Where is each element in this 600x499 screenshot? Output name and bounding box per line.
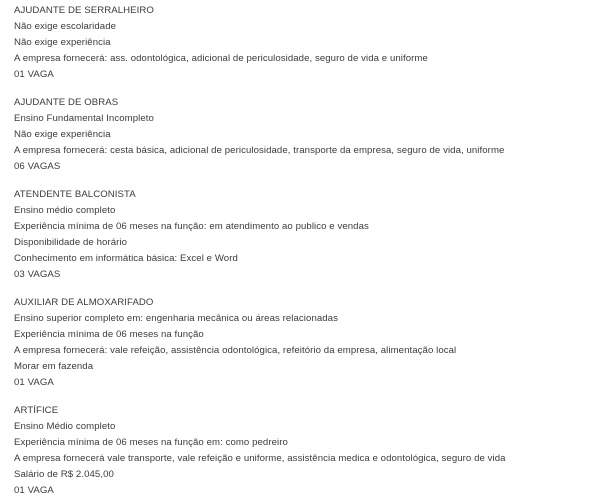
job-listing-auxiliar-de-almoxarifado: [14, 295, 600, 390]
job-listing-atendente-balconista: [14, 187, 600, 282]
job-title: AJUDANTE DE SERRALHEIRO: [14, 5, 154, 16]
job-vacancies: 03 VAGAS: [14, 268, 61, 280]
job-requirement: Não exige experiência: [14, 128, 111, 140]
job-title: AJUDANTE DE OBRAS: [14, 97, 119, 109]
job-title: ARTÍFICE: [14, 405, 59, 417]
job-vacancies: 06 VAGAS: [14, 160, 61, 172]
job-requirement: Ensino Fundamental Incompleto: [14, 113, 154, 125]
job-requirement: Ensino Médio completo: [14, 421, 116, 433]
job-listing-ajudante-de-obras: [14, 95, 600, 175]
job-salary: Salário de R$ 2.045,00: [14, 468, 114, 480]
job-benefits: A empresa fornecerá vale transporte, vale refeição e uniforme, assistência medica e odontológica, seguro de vida: [14, 453, 506, 465]
job-requirement: Experiência mínima de 06 meses na função: em atendimento ao publico e vendas: [14, 221, 369, 233]
job-requirement: Não exige experiência: [14, 36, 111, 48]
job-requirement: Conhecimento em informática básica: Excel e Word: [14, 252, 238, 264]
job-vacancies: 01 VAGA: [14, 376, 54, 388]
job-requirement: Ensino médio completo: [14, 205, 116, 217]
job-benefits: A empresa fornecerá: vale refeição, assistência odontológica, refeitório da empresa, alimentação local: [14, 345, 457, 356]
job-requirement: Disponibilidade de horário: [14, 236, 128, 248]
job-vacancies: 01 VAGA: [14, 484, 54, 496]
job-vacancies: 01 VAGA: [14, 68, 54, 80]
job-listing-artifice: [14, 403, 600, 498]
job-requirement: Não exige escolaridade: [14, 20, 117, 32]
job-requirement: Ensino superior completo em: engenharia mecânica ou áreas relacionadas: [14, 313, 338, 325]
job-title: AUXILIAR DE ALMOXARIFADO: [14, 297, 154, 309]
job-benefits: A empresa fornecerá: ass. odontológica, adicional de periculosidade, seguro de vida e uniforme: [14, 52, 428, 64]
job-requirement: Morar em fazenda: [14, 360, 94, 372]
job-listing-ajudante-de-serralheiro: [14, 3, 600, 83]
job-title: ATENDENTE BALCONISTA: [14, 189, 136, 201]
job-benefits: A empresa fornecerá: cesta básica, adicional de periculosidade, transporte da empresa, seguro de vida, uniforme: [14, 144, 505, 156]
job-requirement: Experiência mínima de 06 meses na função: [14, 329, 204, 341]
job-requirement: Experiência mínima de 06 meses na função em: como pedreiro: [14, 437, 288, 449]
